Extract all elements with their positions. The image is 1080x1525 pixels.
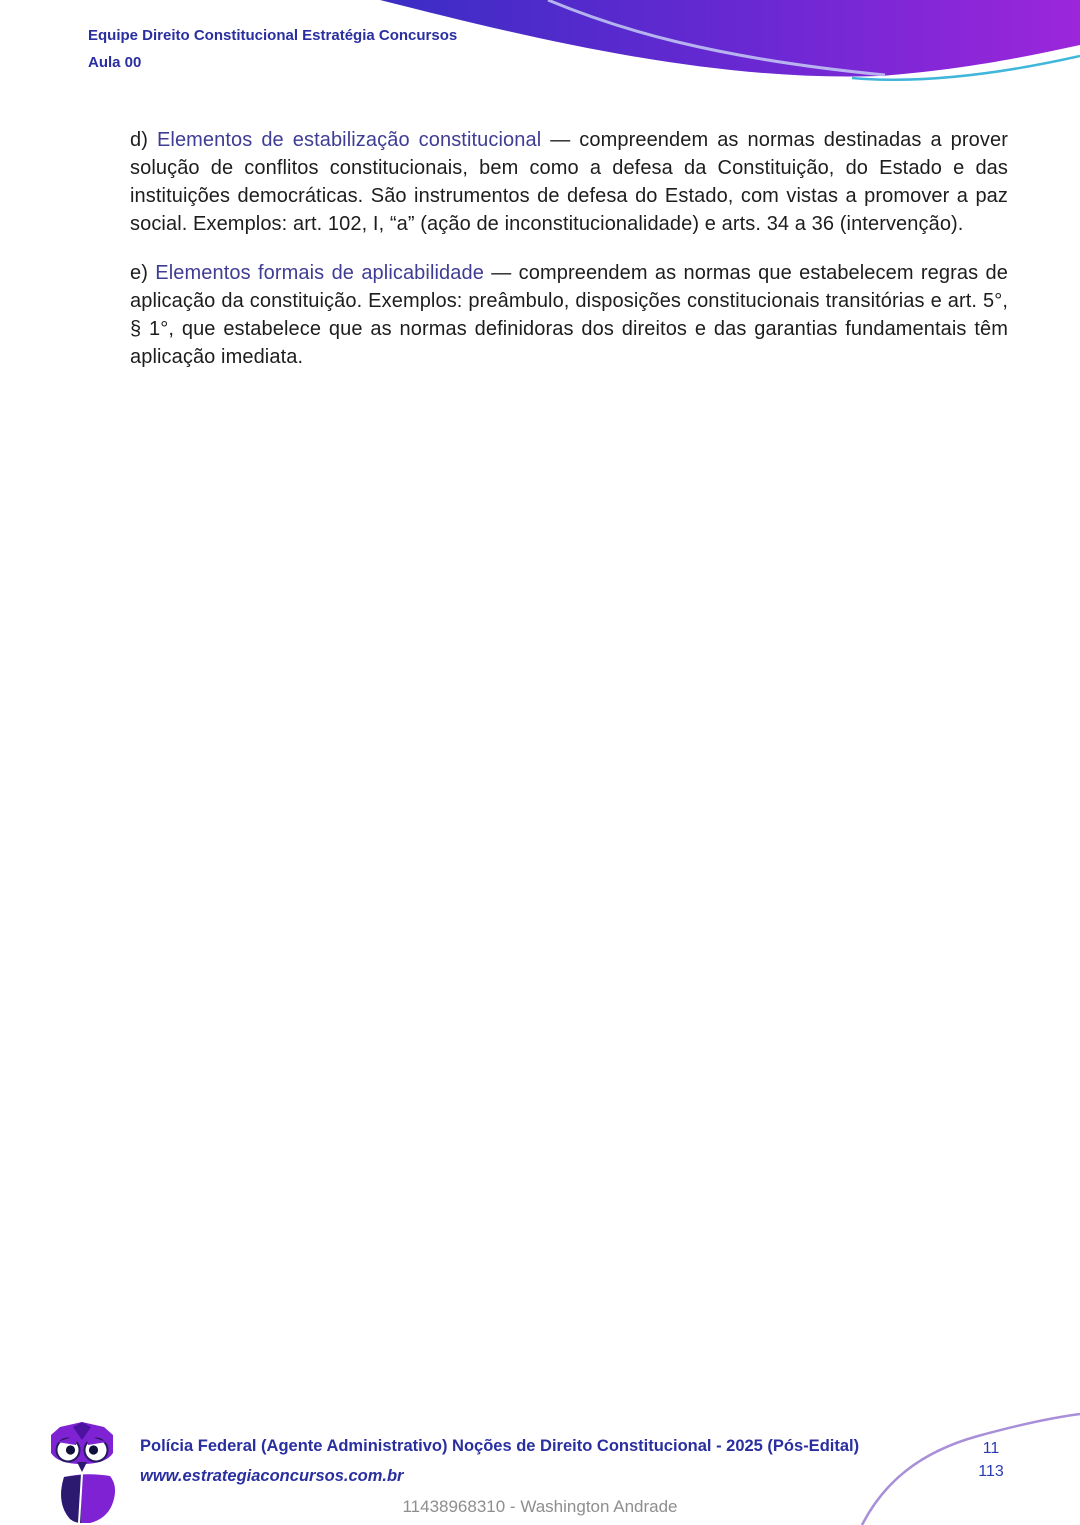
paragraph-d [130,126,1008,238]
user-watermark: 11438968310 - Washington Andrade [402,1497,678,1516]
paragraph-d-highlight: Elementos de estabilização constitucional [156,129,542,151]
page-header [88,27,457,72]
owl-left-pupil [66,1445,75,1454]
paragraph-e-highlight: Elementos formais de aplicabilidade [155,262,484,284]
footer-course-title: Polícia Federal (Agente Administrativo) Noções de Direito Constitucional - 2025 (Pós-Edital) [140,1437,860,1455]
current-page-number: 11 [982,1440,1000,1457]
header-lesson-line: Aula 00 [88,54,142,71]
swoosh-shape [380,0,1080,77]
document-body [130,126,1008,392]
header-team-line: Equipe Direito Constitucional Estratégia Concursos [88,27,458,44]
paragraph-d-label: d) [130,129,148,151]
paragraph-e-label: e) [130,262,148,284]
footer-website-link[interactable]: www.estrategiaconcursos.com.br [140,1467,404,1485]
total-page-number: 113 [978,1463,1004,1480]
header-swoosh-decoration [380,0,1080,95]
owl-right-pupil [89,1445,98,1454]
paragraph-d-text: — compreendem as normas destinadas a prover solução de conflitos constitucionais, bem como a defesa da Constituição, do Estado e das instituições democráticas. São instrumentos de defesa do Estado, com vistas a promover a paz social. Exemplos: art. 102, I, “a” (ação de inconstitucionalidade) e arts. 34 a 36 (intervenção). [130,129,1008,235]
paragraph-e-text: — compreendem as normas que estabelecem regras de aplicação da constituição. Exemplos: preâmbulo, disposições constitucionais transitórias e art. 5°, § 1°, que estabelece que as normas definidoras dos direitos e das garantias fundamentais têm aplicação imediata. [130,262,1008,368]
footer [140,1437,859,1486]
owl-beak [77,1462,87,1472]
paragraph-e [130,259,1008,371]
